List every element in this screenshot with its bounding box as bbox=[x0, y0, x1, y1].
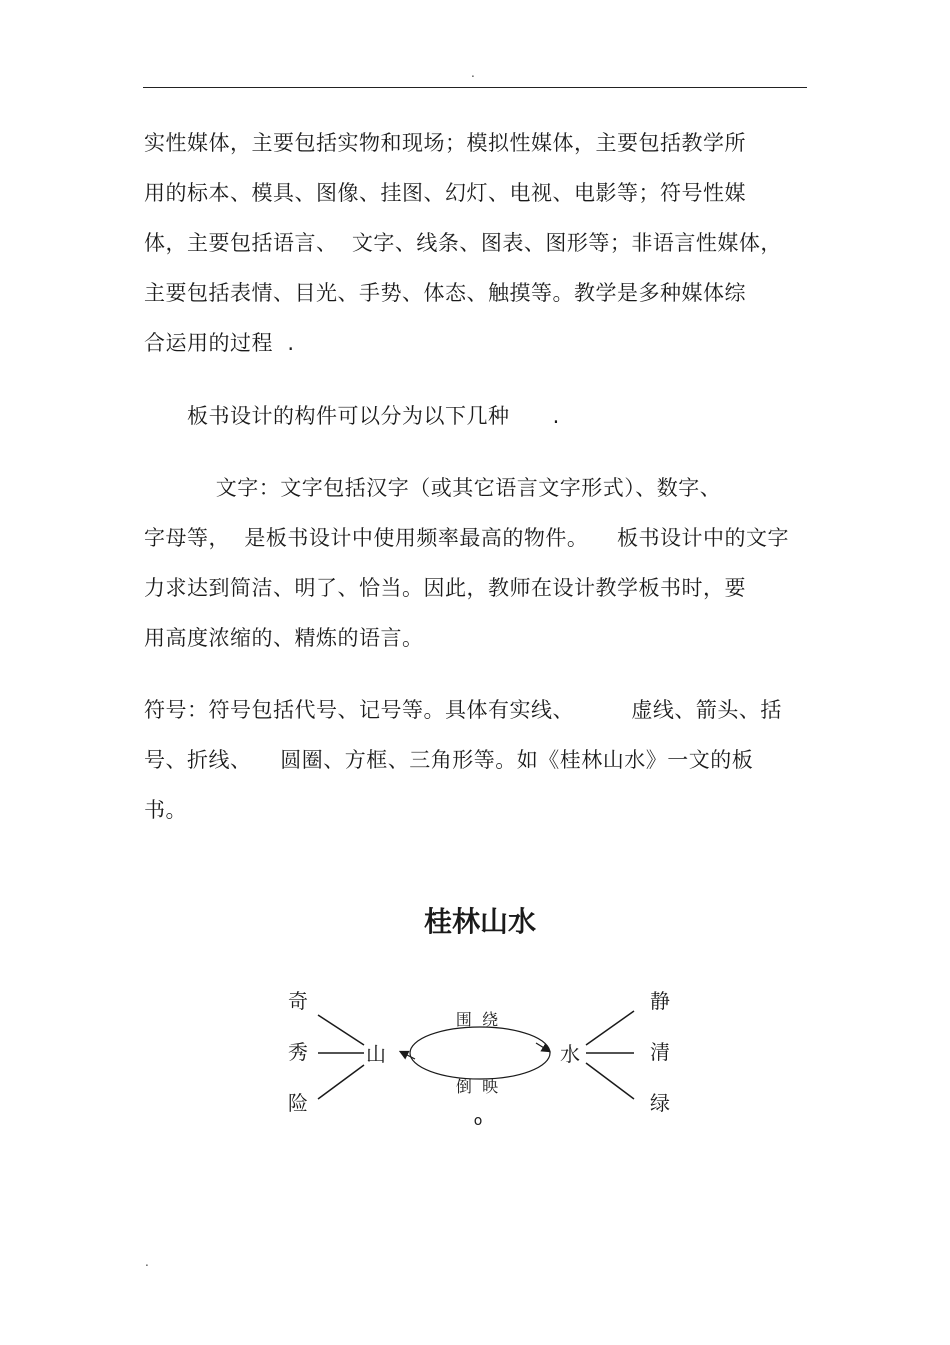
text-line: 书。 bbox=[144, 798, 187, 822]
text-line: 用的标本、模具、图像、挂图、幻灯、电视、电影等；符号性媒 bbox=[144, 181, 746, 205]
connector-line bbox=[586, 1011, 634, 1045]
left-center-shan: 山 bbox=[366, 1042, 386, 1066]
connector-line bbox=[318, 1065, 364, 1099]
small-circle-mark: o bbox=[473, 1113, 483, 1129]
text-line: 主要包括表情、目光、手势、体态、触摸等。教学是多种媒体综 bbox=[144, 281, 746, 305]
left-word-xian: 险 bbox=[288, 1091, 308, 1115]
text-line: 力求达到简洁、明了、恰当。因此，教师在设计教学板书时，要 bbox=[144, 576, 746, 600]
diagram-title: 桂林山水 bbox=[423, 905, 537, 938]
right-word-jing: 静 bbox=[650, 989, 670, 1013]
right-word-lv: 绿 bbox=[650, 1091, 670, 1115]
text-line: 用高度浓缩的、精炼的语言。 bbox=[144, 626, 424, 650]
text-line: 板书设计的构件可以分为以下几种 . bbox=[144, 404, 560, 428]
left-word-qi: 奇 bbox=[288, 989, 308, 1013]
footer-dot: . bbox=[145, 1255, 149, 1269]
left-word-xiu: 秀 bbox=[288, 1040, 308, 1064]
text-line: 合运用的过程 . bbox=[144, 331, 295, 355]
text-line: 实性媒体，主要包括实物和现场；模拟性媒体，主要包括教学所 bbox=[144, 131, 746, 155]
text-line: 字母等， 是板书设计中使用频率最高的物件。 板书设计中的文字 bbox=[144, 526, 790, 550]
text-line: 符号：符号包括代号、记号等。具体有实线、 虚线、箭头、括 bbox=[144, 698, 782, 722]
right-word-qing: 清 bbox=[650, 1040, 670, 1064]
label-weirao: 围 绕 bbox=[455, 1010, 499, 1029]
right-center-shui: 水 bbox=[560, 1042, 580, 1066]
connector-line bbox=[586, 1063, 634, 1099]
text-line: 号、折线、 圆圈、方框、三角形等。如《桂林山水》一文的板 bbox=[144, 748, 754, 772]
cycle-ellipse bbox=[410, 1027, 550, 1079]
text-line: 文字：文字包括汉字（或其它语言文字形式）、数字、 bbox=[144, 476, 722, 500]
arrow-right bbox=[536, 1043, 549, 1051]
board-diagram bbox=[270, 895, 690, 1135]
text-line: 体，主要包括语言、 文字、线条、图表、图形等；非语言性媒体， bbox=[144, 231, 782, 255]
arrow-left bbox=[401, 1052, 415, 1059]
connector-line bbox=[318, 1015, 364, 1045]
header-dot: . bbox=[471, 66, 475, 80]
header-rule bbox=[143, 87, 807, 88]
label-daoying: 倒 映 bbox=[455, 1077, 499, 1096]
